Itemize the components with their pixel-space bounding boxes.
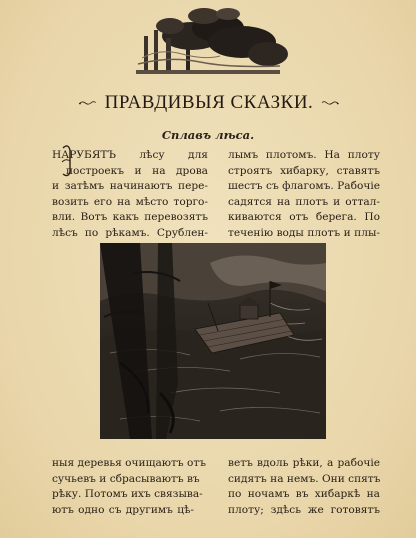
text-line: плоту; здѣсь же готовятъ: [228, 503, 380, 516]
text-line: возить его на мѣсто торго-: [52, 195, 208, 208]
text-line: шестъ съ флагомъ. Рабочіе: [228, 180, 380, 193]
article-subtitle: Сплавъ лѣса.: [161, 128, 255, 142]
text-line: ныя деревья очищаютъ отъ: [52, 457, 206, 469]
text-line: по ночамъ въ хибаркѣ на: [228, 488, 380, 501]
text-line: рѣку. Потомъ ихъ связыва-: [52, 488, 203, 501]
text-line: лѣсъ по рѣкамъ. Срублен-: [52, 226, 208, 239]
right-ornament-icon: [321, 96, 340, 110]
text-line: теченію воды плотъ и плы-: [228, 226, 380, 239]
text-line: вли. Вотъ какъ перевозятъ: [52, 211, 208, 224]
text-line: построекъ и на дрова: [66, 164, 208, 177]
title-row: [78, 92, 340, 114]
text-line: садятся на плотъ и оттал-: [228, 195, 380, 208]
text-column-bottom-left: [52, 456, 206, 518]
text-column-top-left: [52, 148, 208, 242]
text-column-bottom-right: [228, 456, 380, 518]
text-line: ветъ вдоль рѣки, а рабочіе: [228, 457, 380, 469]
text-line: строятъ хибарку, ставятъ: [228, 164, 380, 177]
text-line: сучьевъ и сбрасываютъ въ: [52, 472, 200, 485]
page-title: ПРАВДИВЫЯ СКАЗКИ.: [104, 92, 314, 113]
left-ornament-icon: [78, 96, 97, 110]
text-line: киваются отъ берега. По: [228, 211, 380, 224]
text-line: ютъ одно съ другимъ цѣ-: [52, 503, 194, 516]
text-line: лымъ плотомъ. На плоту: [228, 149, 380, 161]
factory-smoke-vignette: [130, 4, 290, 80]
text-line: сидятъ на немъ. Они спятъ: [228, 472, 381, 485]
text-column-top-right: [228, 148, 380, 242]
timber-raft-river-engraving: [100, 243, 326, 439]
text-line: и затѣмъ начинаютъ пере-: [52, 180, 208, 193]
text-line: НАРУБЯТЪ лѣсу для: [52, 149, 208, 161]
